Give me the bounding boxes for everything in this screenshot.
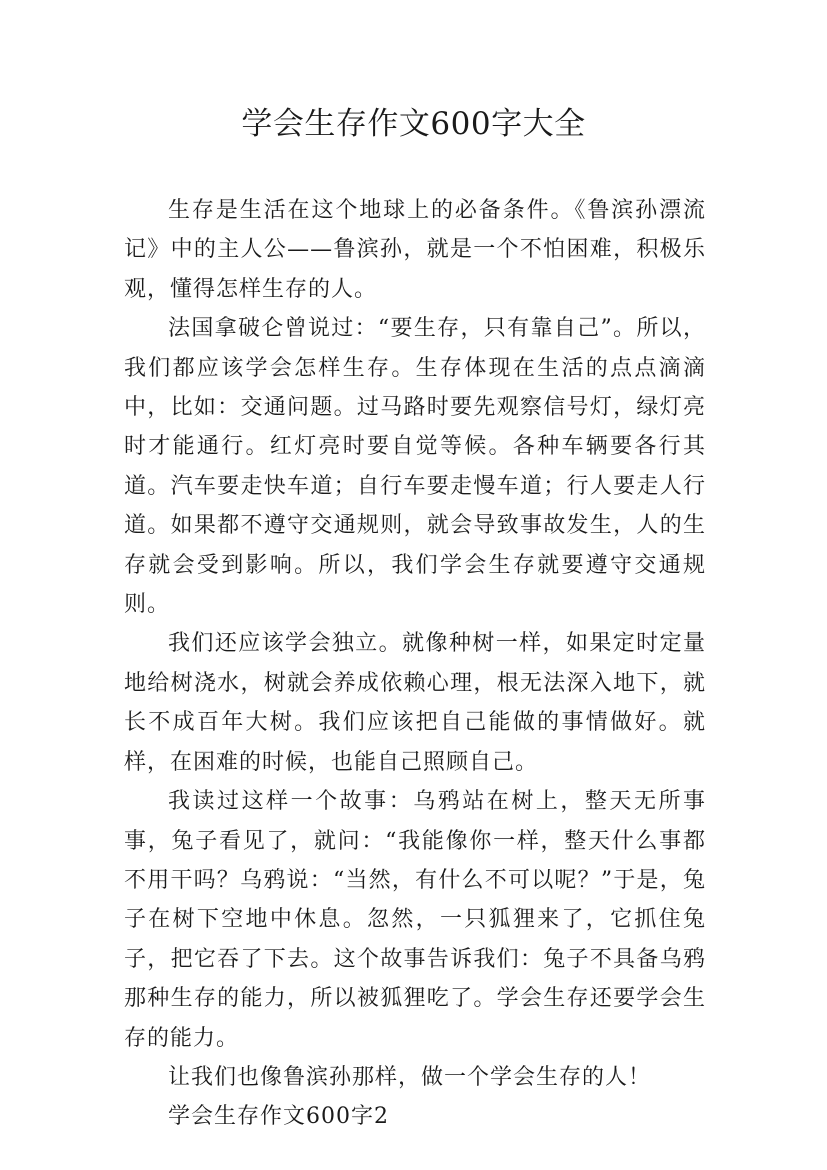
paragraph-1: 生存是生活在这个地球上的必备条件。《鲁滨孙漂流记》中的主人公——鲁滨孙，就是一个不怕困难，积极乐观，懂得怎样生存的人。	[124, 198, 706, 302]
document-title: 学会生存作文600字大全	[241, 106, 586, 142]
section-heading: 学会生存作文600字2	[168, 1104, 389, 1130]
paragraph-5: 让我们也像鲁滨孙那样，做一个学会生存的人！	[168, 1064, 652, 1090]
paragraph-3: 我们还应该学会独立。就像种树一样，如果定时定量地给树浇水，树就会养成依赖心理，根无法深入地下，就长不成百年大树。我们应该把自己能做的事情做好。就样，在困难的时候，也能自己照顾自己。	[124, 631, 706, 775]
paragraph-4: 我读过这样一个故事：乌鸦站在树上，整天无所事事，兔子看见了，就问：“我能像你一样，整天什么事都不用干吗？乌鸦说：“当然，有什么不可以呢？”于是，兔子在树下空地中休息。忽然，一只狐狸来了，它抓住兔子，把它吞了下去。这个故事告诉我们：兔子不具备乌鸦那种生存的能力，所以被狐狸吃了。学会生存还要学会生存的能力。	[124, 789, 706, 1051]
paragraph-2: 法国拿破仑曾说过：“要生存，只有靠自己”。所以，我们都应该学会怎样生存。生存体现在生活的点点滴滴中，比如：交通问题。过马路时要先观察信号灯，绿灯亮时才能通行。红灯亮时要自觉等候。各种车辆要各行其道。汽车要走快车道；自行车要走慢车道；行人要走人行道。如果都不遵守交通规则，就会导致事故发生，人的生存就会受到影响。所以，我们学会生存就要遵守交通规则。	[124, 316, 706, 618]
document-body	[124, 191, 706, 1137]
